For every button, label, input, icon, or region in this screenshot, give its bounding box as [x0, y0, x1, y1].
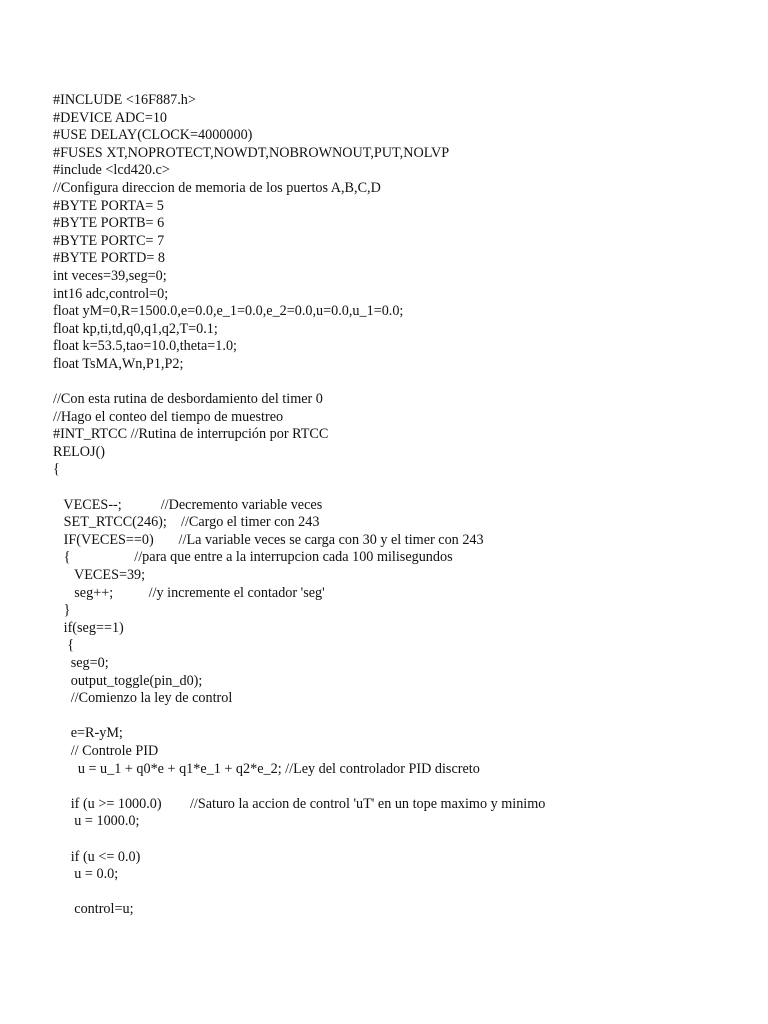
code-line: #BYTE PORTC= 7: [53, 232, 165, 249]
code-line: u = u_1 + q0*e + q1*e_1 + q2*e_2; //Ley del controlador PID discreto: [53, 760, 480, 777]
code-line: #FUSES XT,NOPROTECT,NOWDT,NOBROWNOUT,PUT,NOLVP: [53, 144, 450, 161]
source-code-block: [53, 92, 753, 919]
code-line: IF(VECES==0) //La variable veces se carga con 30 y el timer con 243: [53, 531, 484, 548]
code-line: if (u >= 1000.0) //Saturo la accion de control 'uT' en un tope maximo y minimo: [53, 795, 546, 812]
code-line: #BYTE PORTD= 8: [53, 250, 165, 267]
code-line: //Configura direccion de memoria de los puertos A,B,C,D: [53, 179, 381, 196]
code-line: { //para que entre a la interrupcion cada 100 milisegundos: [53, 549, 453, 566]
code-line: #BYTE PORTA= 5: [53, 197, 164, 214]
code-line: float kp,ti,td,q0,q1,q2,T=0.1;: [53, 320, 218, 337]
code-line: if(seg==1): [53, 619, 124, 636]
code-line: #DEVICE ADC=10: [53, 109, 168, 126]
blank-line: [53, 778, 753, 796]
code-line: control=u;: [53, 901, 134, 918]
code-line: float TsMA,Wn,P1,P2;: [53, 355, 184, 372]
code-line: output_toggle(pin_d0);: [53, 672, 203, 689]
code-line: {: [53, 461, 60, 478]
code-line: {: [53, 637, 74, 654]
code-line: seg=0;: [53, 655, 109, 671]
blank-line: [53, 884, 753, 902]
code-line: #USE DELAY(CLOCK=4000000): [53, 127, 253, 144]
code-line: //Con esta rutina de desbordamiento del timer 0: [53, 391, 323, 408]
code-line: float k=53.5,tao=10.0,theta=1.0;: [53, 338, 237, 355]
code-line: e=R-yM;: [53, 725, 123, 742]
code-line: #include <lcd420.c>: [53, 162, 170, 179]
code-line: //Comienzo la ley de control: [53, 690, 233, 707]
code-line: #BYTE PORTB= 6: [53, 215, 165, 232]
code-line: int16 adc,control=0;: [53, 285, 169, 302]
code-line: #INCLUDE <16F887.h>: [53, 92, 196, 108]
code-line: u = 0.0;: [53, 866, 119, 883]
code-line: #INT_RTCC //Rutina de interrupción por RTCC: [53, 426, 329, 443]
code-line: // Controle PID: [53, 742, 159, 759]
code-line: seg++; //y incremente el contador 'seg': [53, 584, 325, 601]
blank-line: [53, 708, 753, 726]
blank-line: [53, 831, 753, 849]
code-line: VECES=39;: [53, 567, 146, 584]
code-line: SET_RTCC(246); //Cargo el timer con 243: [53, 514, 320, 531]
blank-line: [53, 479, 753, 497]
code-line: int veces=39,seg=0;: [53, 267, 167, 284]
code-line: }: [53, 602, 71, 619]
code-line: u = 1000.0;: [53, 813, 140, 830]
code-line: //Hago el conteo del tiempo de muestreo: [53, 408, 284, 425]
code-line: RELOJ(): [53, 443, 106, 460]
blank-line: [53, 374, 753, 392]
code-line: VECES--; //Decremento variable veces: [53, 496, 323, 513]
code-line: if (u <= 0.0): [53, 848, 141, 865]
code-line: float yM=0,R=1500.0,e=0.0,e_1=0.0,e_2=0.0,u=0.0,u_1=0.0;: [53, 303, 404, 320]
